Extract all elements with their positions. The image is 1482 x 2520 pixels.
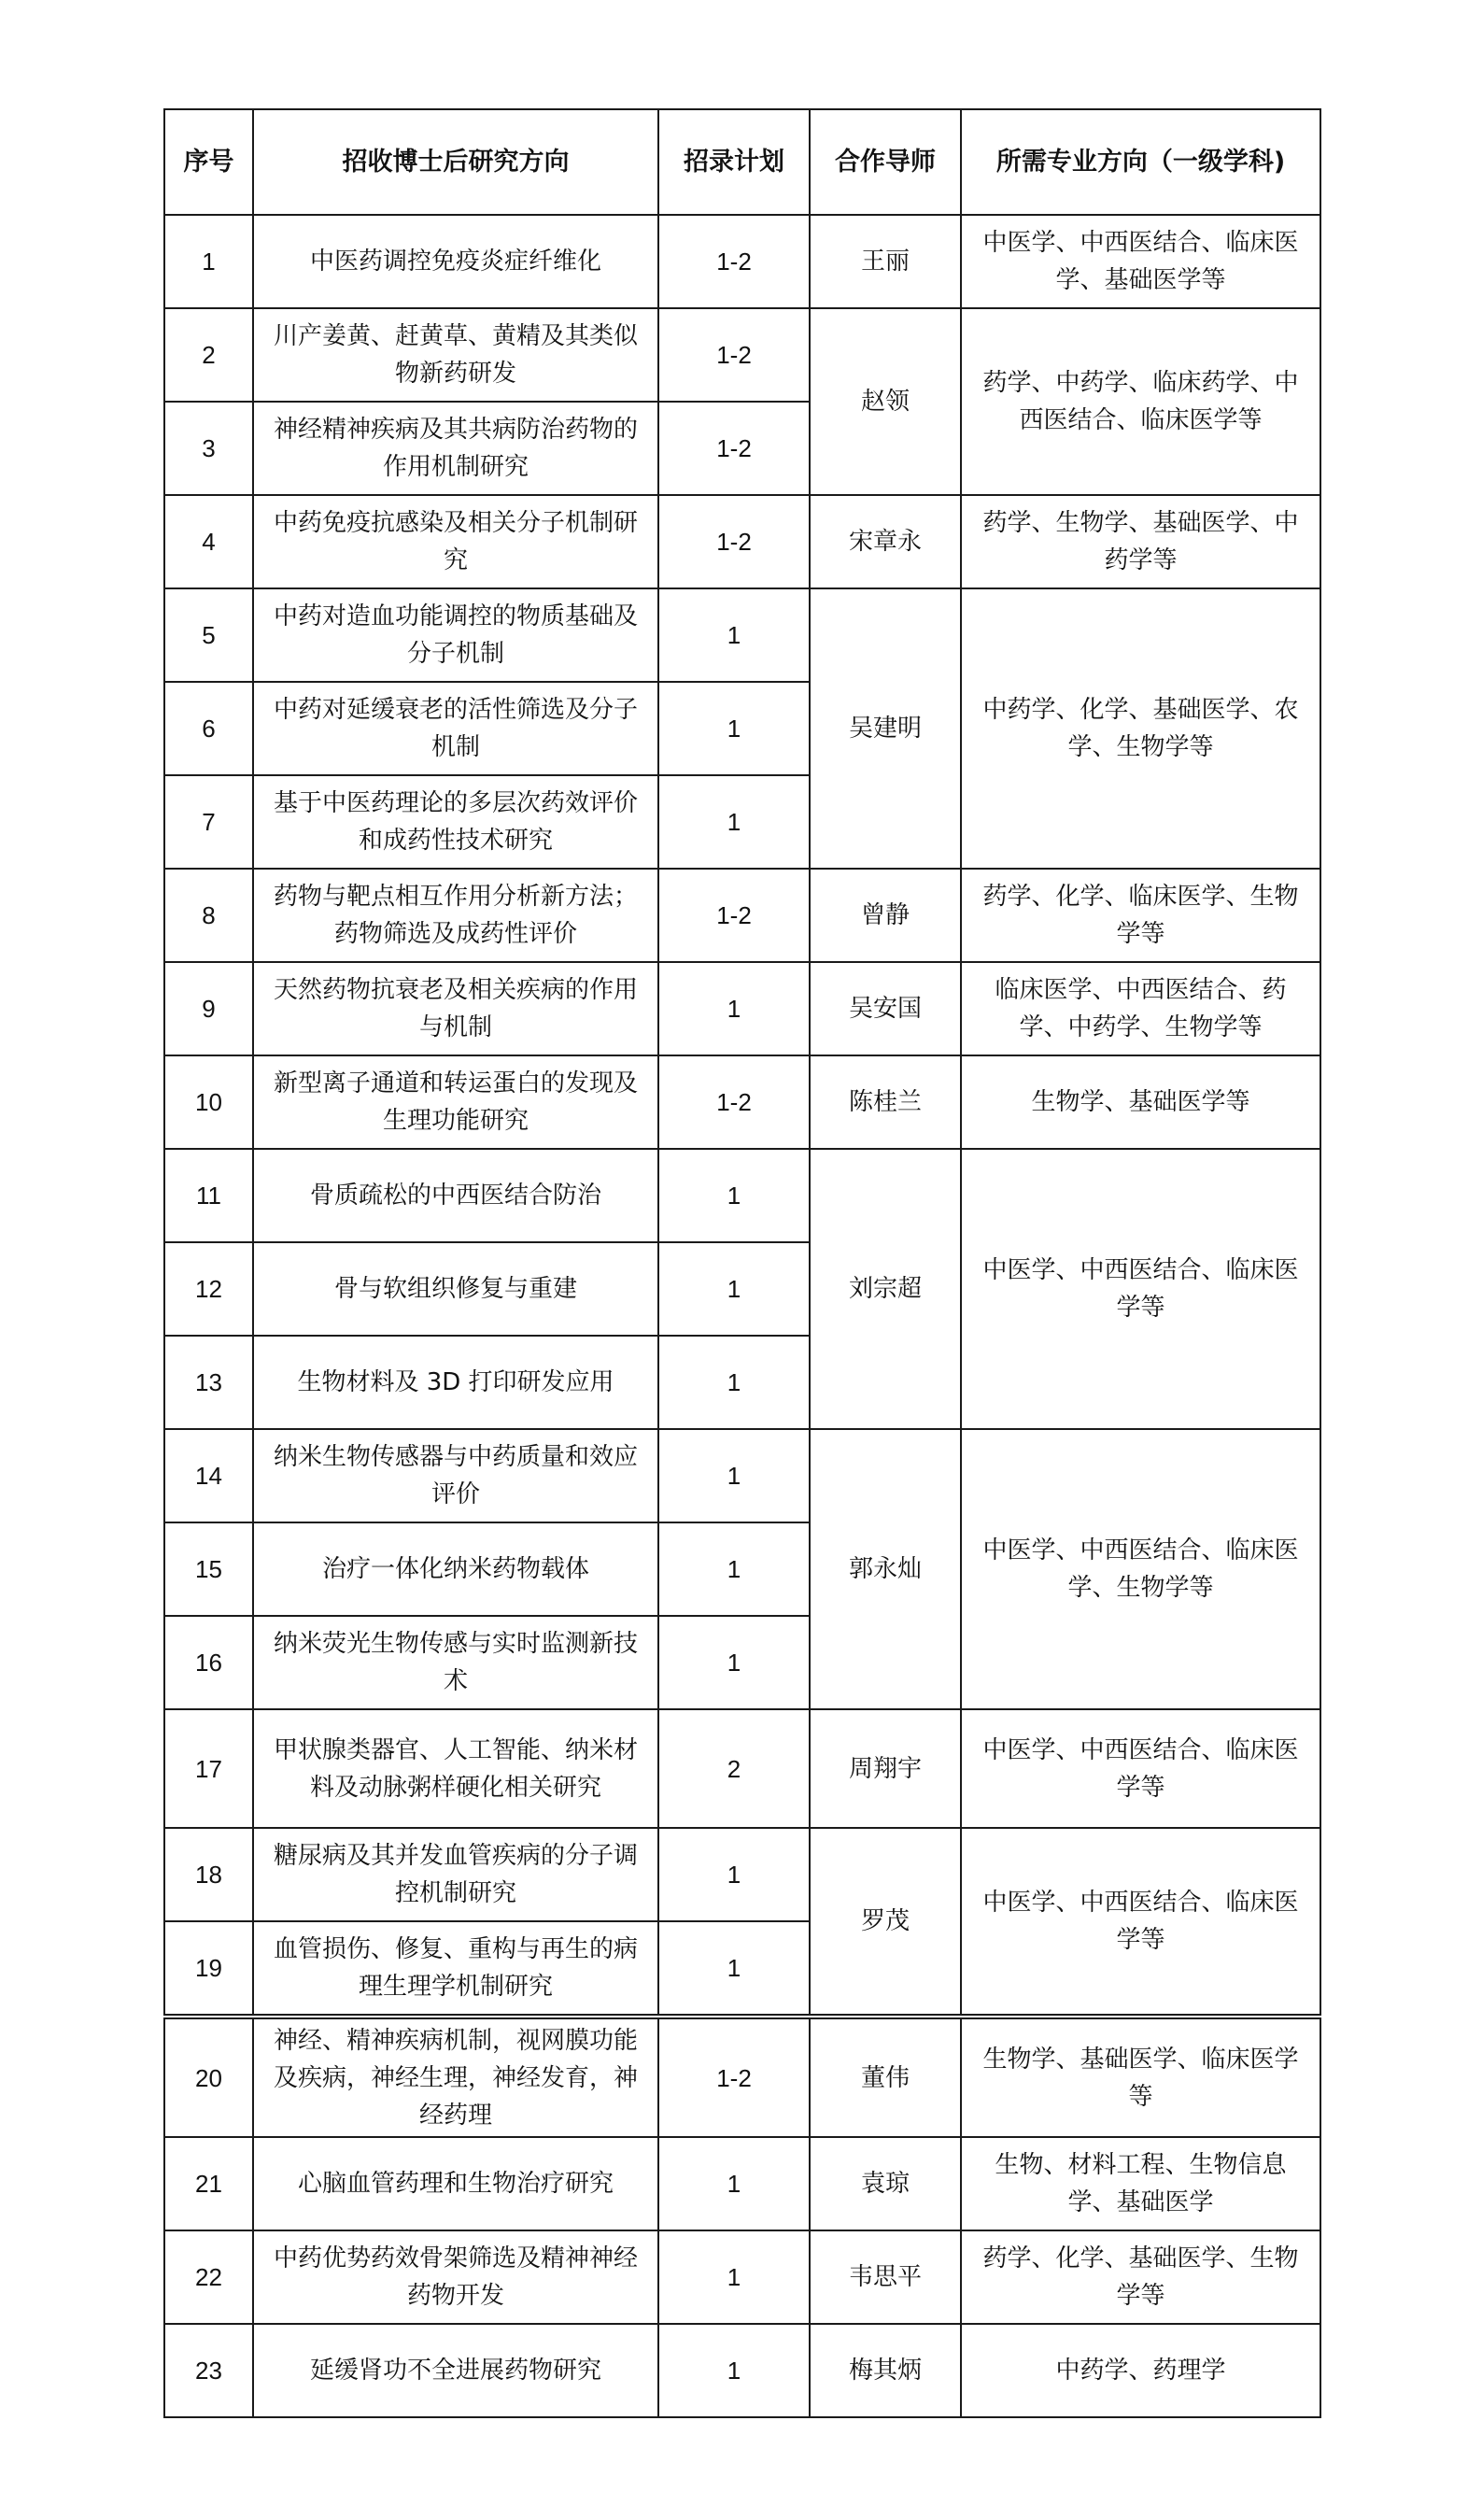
row-major: 临床医学、中西医结合、药学、中药学、生物学等: [961, 962, 1320, 1055]
row-major: 中药学、化学、基础医学、农学、生物学等: [961, 588, 1320, 869]
row-advisor: 韦思平: [810, 2230, 961, 2324]
row-seq: 17: [164, 1709, 253, 1828]
row-advisor: 王丽: [810, 215, 961, 308]
row-direction: 骨质疏松的中西医结合防治: [253, 1149, 658, 1242]
row-advisor: 董伟: [810, 2018, 961, 2137]
row-advisor: 梅其炳: [810, 2324, 961, 2417]
row-plan: 1-2: [658, 1055, 810, 1149]
row-seq: 21: [164, 2137, 253, 2230]
table-row: [164, 962, 1320, 1055]
table-row: [164, 308, 1320, 402]
row-plan: 1: [658, 1828, 810, 1921]
row-seq: 22: [164, 2230, 253, 2324]
row-plan: 1-2: [658, 495, 810, 588]
row-seq: 14: [164, 1429, 253, 1522]
table-row: [164, 2137, 1320, 2230]
row-advisor: 宋章永: [810, 495, 961, 588]
row-advisor: 曾静: [810, 869, 961, 962]
row-seq: 20: [164, 2018, 253, 2137]
row-direction: 新型离子通道和转运蛋白的发现及生理功能研究: [253, 1055, 658, 1149]
row-plan: 1: [658, 2230, 810, 2324]
table-row: [164, 1149, 1320, 1242]
row-advisor: 周翔宇: [810, 1709, 961, 1828]
row-plan: 1-2: [658, 2018, 810, 2137]
row-direction: 川产姜黄、赶黄草、黄精及其类似物新药研发: [253, 308, 658, 402]
row-advisor: 吴安国: [810, 962, 961, 1055]
row-major: 中医学、中西医结合、临床医学、生物学等: [961, 1429, 1320, 1709]
row-plan: 1: [658, 775, 810, 869]
header-major: 所需专业方向（一级学科): [961, 109, 1320, 215]
row-major: 生物学、基础医学等: [961, 1055, 1320, 1149]
row-plan: 2: [658, 1709, 810, 1828]
header-plan: 招录计划: [658, 109, 810, 215]
row-seq: 12: [164, 1242, 253, 1336]
row-plan: 1: [658, 1242, 810, 1336]
row-seq: 4: [164, 495, 253, 588]
table-row: [164, 1055, 1320, 1149]
row-direction: 中药对延缓衰老的活性筛选及分子机制: [253, 682, 658, 775]
row-major: 中药学、药理学: [961, 2324, 1320, 2417]
row-seq: 11: [164, 1149, 253, 1242]
row-seq: 1: [164, 215, 253, 308]
table-row: [164, 1828, 1320, 1921]
row-seq: 3: [164, 402, 253, 495]
row-seq: 9: [164, 962, 253, 1055]
row-direction: 中医药调控免疫炎症纤维化: [253, 215, 658, 308]
row-direction: 糖尿病及其并发血管疾病的分子调控机制研究: [253, 1828, 658, 1921]
row-advisor: 陈桂兰: [810, 1055, 961, 1149]
row-seq: 23: [164, 2324, 253, 2417]
row-major: 药学、化学、临床医学、生物学等: [961, 869, 1320, 962]
row-direction: 纳米生物传感器与中药质量和效应评价: [253, 1429, 658, 1522]
table-header-row: [164, 109, 1320, 215]
row-direction: 中药免疫抗感染及相关分子机制研究: [253, 495, 658, 588]
row-direction: 中药对造血功能调控的物质基础及分子机制: [253, 588, 658, 682]
row-seq: 8: [164, 869, 253, 962]
table-row: [164, 1429, 1320, 1522]
row-seq: 2: [164, 308, 253, 402]
table-row: [164, 588, 1320, 682]
row-advisor: 郭永灿: [810, 1429, 961, 1709]
row-direction: 骨与软组织修复与重建: [253, 1242, 658, 1336]
row-major: 中医学、中西医结合、临床医学等: [961, 1709, 1320, 1828]
table-row: [164, 495, 1320, 588]
table-row: [164, 2324, 1320, 2417]
row-plan: 1-2: [658, 402, 810, 495]
row-plan: 1: [658, 1522, 810, 1616]
row-direction: 基于中医药理论的多层次药效评价和成药性技术研究: [253, 775, 658, 869]
row-direction: 甲状腺类器官、人工智能、纳米材料及动脉粥样硬化相关研究: [253, 1709, 658, 1828]
row-direction: 心脑血管药理和生物治疗研究: [253, 2137, 658, 2230]
row-direction: 神经、精神疾病机制，视网膜功能及疾病，神经生理，神经发育，神经药理: [253, 2018, 658, 2137]
row-direction: 血管损伤、修复、重构与再生的病理生理学机制研究: [253, 1921, 658, 2015]
row-seq: 15: [164, 1522, 253, 1616]
row-seq: 7: [164, 775, 253, 869]
table-row: [164, 215, 1320, 308]
row-plan: 1: [658, 682, 810, 775]
row-plan: 1: [658, 588, 810, 682]
postdoc-positions-table-continued: [163, 2017, 1321, 2418]
table-row: [164, 2018, 1320, 2137]
row-plan: 1: [658, 2324, 810, 2417]
row-major: 中医学、中西医结合、临床医学等: [961, 1149, 1320, 1429]
header-seq: 序号: [164, 109, 253, 215]
row-advisor: 罗茂: [810, 1828, 961, 2015]
header-direction: 招收博士后研究方向: [253, 109, 658, 215]
row-major: 中医学、中西医结合、临床医学等: [961, 1828, 1320, 2015]
row-direction: 中药优势药效骨架筛选及精神神经药物开发: [253, 2230, 658, 2324]
row-seq: 6: [164, 682, 253, 775]
row-advisor: 袁琼: [810, 2137, 961, 2230]
row-direction: 延缓肾功不全进展药物研究: [253, 2324, 658, 2417]
row-seq: 18: [164, 1828, 253, 1921]
row-plan: 1-2: [658, 308, 810, 402]
row-major: 生物、材料工程、生物信息学、基础医学: [961, 2137, 1320, 2230]
row-major: 药学、生物学、基础医学、中药学等: [961, 495, 1320, 588]
row-plan: 1: [658, 2137, 810, 2230]
table-row: [164, 2230, 1320, 2324]
row-advisor: 赵领: [810, 308, 961, 495]
row-major: 药学、化学、基础医学、生物学等: [961, 2230, 1320, 2324]
row-seq: 13: [164, 1336, 253, 1429]
table-row: [164, 1709, 1320, 1828]
row-plan: 1: [658, 1336, 810, 1429]
table-row: [164, 869, 1320, 962]
row-direction: 神经精神疾病及其共病防治药物的作用机制研究: [253, 402, 658, 495]
row-seq: 16: [164, 1616, 253, 1709]
row-direction: 药物与靶点相互作用分析新方法；药物筛选及成药性评价: [253, 869, 658, 962]
row-plan: 1-2: [658, 869, 810, 962]
header-advisor: 合作导师: [810, 109, 961, 215]
row-seq: 10: [164, 1055, 253, 1149]
row-major: 药学、中药学、临床药学、中西医结合、临床医学等: [961, 308, 1320, 495]
postdoc-positions-table: [163, 108, 1321, 2016]
row-seq: 5: [164, 588, 253, 682]
row-major: 中医学、中西医结合、临床医学、基础医学等: [961, 215, 1320, 308]
row-direction: 天然药物抗衰老及相关疾病的作用与机制: [253, 962, 658, 1055]
row-direction: 治疗一体化纳米药物载体: [253, 1522, 658, 1616]
row-plan: 1-2: [658, 215, 810, 308]
row-plan: 1: [658, 1921, 810, 2015]
row-plan: 1: [658, 1149, 810, 1242]
row-seq: 19: [164, 1921, 253, 2015]
row-plan: 1: [658, 1429, 810, 1522]
row-advisor: 刘宗超: [810, 1149, 961, 1429]
row-direction: 纳米荧光生物传感与实时监测新技术: [253, 1616, 658, 1709]
row-direction: 生物材料及 3D 打印研发应用: [253, 1336, 658, 1429]
row-plan: 1: [658, 1616, 810, 1709]
row-plan: 1: [658, 962, 810, 1055]
row-advisor: 吴建明: [810, 588, 961, 869]
row-major: 生物学、基础医学、临床医学等: [961, 2018, 1320, 2137]
